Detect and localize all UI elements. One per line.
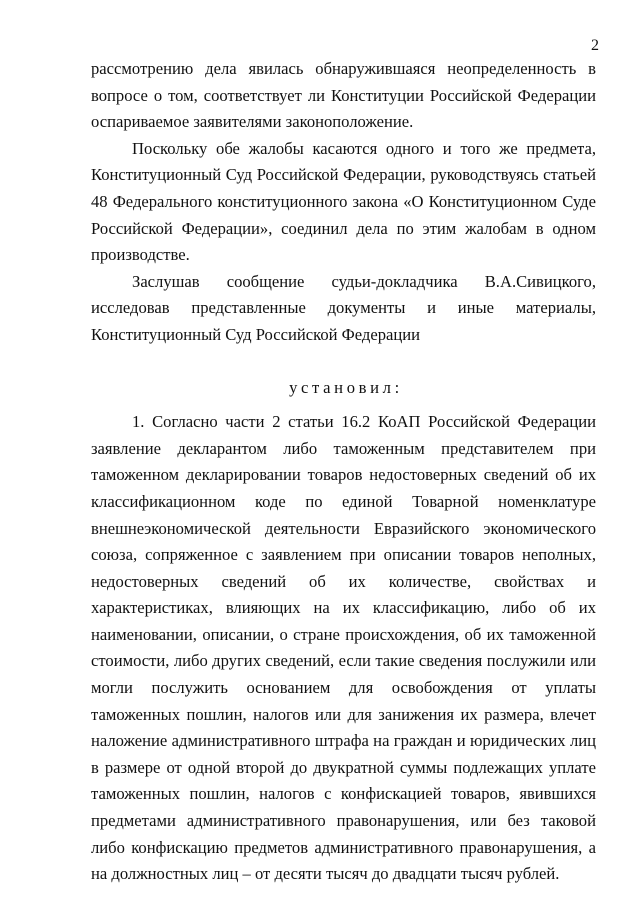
page-number: 2 — [591, 37, 599, 54]
paragraph-hearing: Заслушав сообщение судьи-докладчика В.А.Сивицкого, исследовав представленные документы и иные материалы, Конституционный Суд Российской Федерации — [91, 271, 596, 344]
section-heading: установил: — [289, 377, 403, 397]
paragraph-joinder: Поскольку обе жалобы касаются одного и того же предмета, Конституционный Суд Российской Федерации, руководствуясь статьей 48 Федерального конституционного закона «О Конституционном Суде Российской Федерации», соединил дела по этим жалобам в одном производстве. — [91, 138, 596, 265]
paragraph-point-1: 1. Согласно части 2 статьи 16.2 КоАП Российской Федерации заявление декларантом либо таможенным представителем при таможенном декларировании товаров недостоверных сведений об их классификационном коде по единой Товарной номенклатуре внешнеэкономической деятельности Евразийского экономического союза, сопряженное с заявлением при описании товаров неполных, недостоверных сведений об их количестве, свойствах и характеристиках, влияющих на их классификацию, либо об их наименовании, описании, о стране происхождения, об их таможенной стоимости, либо других сведений, если такие сведения послужили или могли послужить основанием для освобождения от уплаты таможенных пошлин, налогов или для занижения их размера, влечет наложение административного штрафа на граждан и юридических лиц в размере от одной второй до двукратной суммы подлежащих уплате таможенных пошлин, налогов с конфискацией товаров, явившихся предметами административного правонарушения, или без таковой либо конфискацию предметов административного правонарушения, а на должностных лиц – от десяти тысяч до двадцати тысяч рублей. — [91, 412, 596, 884]
paragraph-continuation: рассмотрению дела явилась обнаружившаяся неопределенность в вопросе о том, соответствует ли Конституции Российской Федерации оспариваемое заявителями законоположение. — [91, 59, 596, 132]
document-body — [91, 56, 596, 888]
